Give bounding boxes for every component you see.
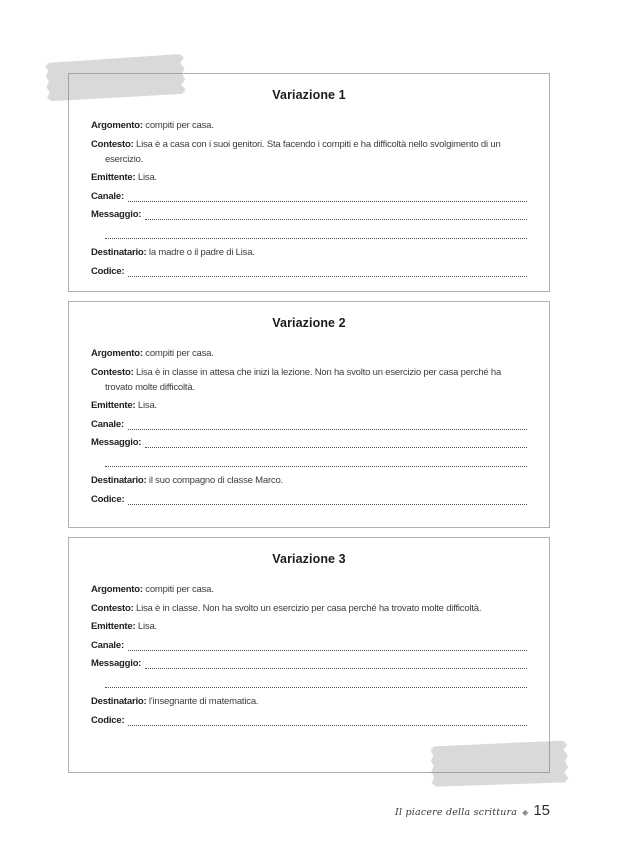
field-canale (91, 417, 527, 432)
variation-box-2 (68, 301, 550, 528)
field-argomento (91, 346, 527, 361)
field-value: Lisa. (137, 172, 157, 183)
field-label: Destinatario: (91, 696, 147, 707)
field-value: la madre o il padre di Lisa. (148, 247, 255, 258)
field-messaggio (91, 435, 527, 450)
field-canale (91, 189, 527, 204)
box-title: Variazione 3 (272, 552, 346, 566)
field-value: Lisa è in classe in attesa che inizi la lezione. Non ha svolto un esercizio per casa perché ha trovato molte difficoltà. (105, 366, 502, 393)
field-argomento (91, 118, 527, 133)
field-destinatario (91, 694, 527, 709)
field-canale (91, 638, 527, 653)
field-destinatario (91, 245, 527, 260)
field-label: Emittente: (91, 172, 136, 183)
field-codice (91, 264, 527, 279)
field-value: Lisa è in classe. Non ha svolto un esercizio per casa perché ha trovato molte difficoltà. (135, 602, 482, 614)
field-label: Messaggio: (91, 209, 142, 220)
field-messaggio-continuation (105, 454, 527, 469)
field-value: l'insegnante di matematica. (148, 696, 259, 707)
fill-in-line (105, 226, 527, 239)
field-label: Contesto: (91, 602, 134, 614)
fill-in-line (128, 417, 527, 430)
field-label: Messaggio: (91, 658, 142, 669)
field-label: Codice: (91, 493, 125, 505)
fill-in-line (145, 656, 527, 669)
fill-in-line (145, 435, 527, 448)
fields-list (91, 118, 527, 279)
fields-list (91, 346, 527, 507)
field-emittente (91, 398, 527, 413)
box-title: Variazione 1 (272, 88, 346, 102)
field-value: Lisa. (137, 400, 157, 411)
field-value: compiti per casa. (145, 120, 214, 131)
field-label: Argomento: (91, 584, 143, 595)
field-label: Codice: (91, 265, 125, 277)
variation-box-3 (68, 537, 550, 773)
variation-box-1 (68, 73, 550, 292)
book-title: Il piacere della scrittura (395, 807, 518, 818)
field-label: Destinatario: (91, 247, 147, 258)
field-label: Canale: (91, 639, 124, 651)
fill-in-line (128, 492, 527, 505)
field-codice (91, 713, 527, 728)
field-label: Argomento: (91, 348, 143, 359)
field-destinatario (91, 473, 527, 488)
fill-in-line (105, 675, 527, 688)
field-contesto (91, 365, 527, 395)
field-label: Argomento: (91, 120, 143, 131)
field-messaggio-continuation (105, 675, 527, 690)
field-emittente (91, 170, 527, 185)
field-label: Emittente: (91, 400, 136, 411)
field-argomento (91, 582, 527, 597)
fill-in-line (105, 454, 527, 467)
fill-in-line (128, 264, 527, 277)
field-value: compiti per casa. (145, 584, 214, 595)
field-label: Messaggio: (91, 437, 142, 448)
field-messaggio-continuation (105, 226, 527, 241)
field-label: Destinatario: (91, 475, 147, 486)
box-title: Variazione 2 (272, 316, 346, 330)
fill-in-line (128, 638, 527, 651)
field-label: Emittente: (91, 621, 136, 632)
field-contesto (91, 137, 527, 167)
field-codice (91, 492, 527, 507)
field-contesto (91, 601, 527, 616)
page-number: 15 (533, 802, 550, 819)
field-value: Lisa è a casa con i suoi genitori. Sta facendo i compiti e ha difficoltà nello svolgimento di un esercizio. (105, 138, 501, 165)
fill-in-line (128, 713, 527, 726)
fill-in-line (128, 189, 527, 202)
field-emittente (91, 619, 527, 634)
diamond-icon: ◆ (522, 808, 529, 817)
field-label: Canale: (91, 190, 124, 202)
field-value: compiti per casa. (145, 348, 214, 359)
field-messaggio (91, 207, 527, 222)
field-label: Contesto: (91, 366, 134, 378)
field-messaggio (91, 656, 527, 671)
field-value: Lisa. (137, 621, 157, 632)
field-label: Codice: (91, 714, 125, 726)
field-label: Canale: (91, 418, 124, 430)
washi-tape-decoration-bottom-right (430, 740, 569, 787)
page-footer (395, 802, 550, 819)
fill-in-line (145, 207, 527, 220)
fields-list (91, 582, 527, 728)
field-value: il suo compagno di classe Marco. (148, 475, 283, 486)
field-label: Contesto: (91, 138, 134, 150)
